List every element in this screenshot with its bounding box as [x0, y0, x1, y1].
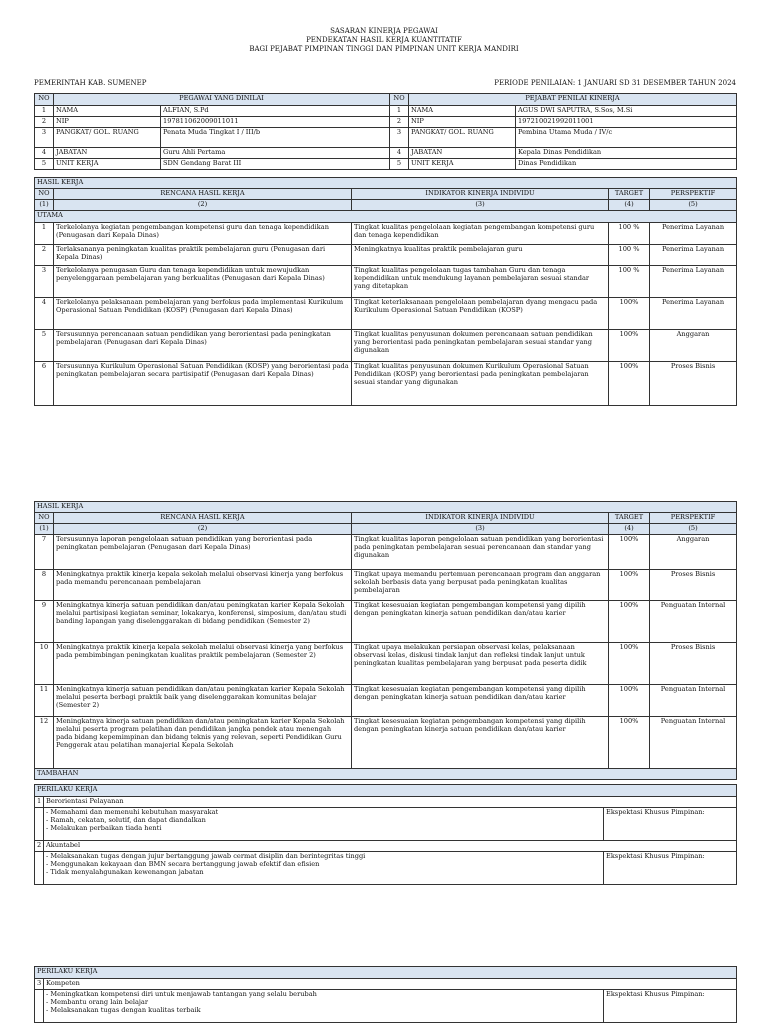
row-no: 5	[35, 330, 54, 362]
penilai-jabatan: Kepala Dinas Pendidikan	[516, 148, 737, 159]
identity-row	[35, 159, 737, 170]
perilaku-title: Akuntabel	[44, 841, 737, 852]
perspektif-value: Penerima Layanan	[650, 298, 737, 330]
table-row	[35, 643, 737, 685]
indikator-kinerja: Tingkat keterlaksanaan pengelolaan pembelajaran dyang mengacu pada Kurikulum Operasional Satuan Pendidikan (KOSP)	[352, 298, 609, 330]
perspektif-value: Proses Bisnis	[650, 362, 737, 406]
indikator-kinerja: Tingkat kesesuaian kegiatan pengembangan kompetensi yang dipilih dengan peningkatan kinerja satuan pendidikan dan/atau karier	[352, 685, 609, 717]
target-value: 100%	[609, 685, 650, 717]
table-row	[35, 717, 737, 769]
target-value: 100%	[609, 570, 650, 601]
perspektif-value: Penerima Layanan	[650, 266, 737, 298]
indikator-kinerja: Tingkat kesesuaian kegiatan pengembangan kompetensi yang dipilih dengan peningkatan kinerja satuan pendidikan dan/atau karier	[352, 601, 609, 643]
perilaku-point: - Ramah, cekatan, solutif, dan dapat diandalkan	[46, 816, 206, 824]
row-no: 4	[35, 298, 54, 330]
title-line-1: SASARAN KINERJA PEGAWAI	[330, 27, 438, 35]
perilaku-point: - Melaksanakan tugas dengan kualitas terbaik	[46, 1006, 201, 1014]
document-title	[0, 27, 768, 53]
row-no: 7	[35, 535, 54, 570]
indikator-kinerja: Meningkatnya kualitas praktik pembelajaran guru	[352, 245, 609, 266]
col-num: (3)	[352, 524, 609, 535]
ekspektasi-label: Ekspektasi Khusus Pimpinan:	[604, 808, 737, 841]
row-label: NAMA	[409, 106, 516, 117]
indikator-kinerja: Tingkat kualitas pengelolaan kegiatan pengembangan kompetensi guru dan tenaga kependidikan	[352, 223, 609, 245]
pegawai-header: PEGAWAI YANG DINILAI	[54, 94, 390, 106]
col-no: NO	[35, 189, 54, 200]
perilaku-table-1	[34, 784, 737, 885]
col-indikator: INDIKATOR KINERJA INDIVIDU	[352, 513, 609, 524]
row-label: NIP	[54, 117, 161, 128]
penilai-nip: 197210021992011001	[516, 117, 737, 128]
perspektif-value: Proses Bisnis	[650, 643, 737, 685]
perilaku-title: Kompeten	[44, 979, 737, 990]
target-value: 100%	[609, 330, 650, 362]
perilaku-points	[44, 990, 604, 1023]
table-row	[35, 685, 737, 717]
identity-row	[35, 117, 737, 128]
perilaku-point: - Meningkatkan kompetensi diri untuk menjawab tantangan yang selalu berubah	[46, 990, 317, 998]
row-label: NIP	[409, 117, 516, 128]
target-value: 100%	[609, 717, 650, 769]
indikator-kinerja: Tingkat upaya melakukan persiapan observasi kelas, pelaksanaan observasi kelas, diskusi tindak lanjut dan refleksi tindak lanjut untuk peningkatan kualitas pembelajaran yang berpusat pada peserta didik	[352, 643, 609, 685]
row-no: 5	[35, 159, 54, 170]
row-no: 1	[35, 223, 54, 245]
row-no: 1	[35, 106, 54, 117]
col-num: (4)	[609, 524, 650, 535]
row-no: 4	[390, 148, 409, 159]
perspektif-value: Penerima Layanan	[650, 245, 737, 266]
rencana-hasil-kerja: Tersusunnya laporan pengelolaan satuan pendidikan yang berorientasi pada peningkatan pembelajaran (Penugasan dari Kepala Dinas)	[54, 535, 352, 570]
identity-row	[35, 148, 737, 159]
rencana-hasil-kerja: Meningkatnya praktik kinerja kepala sekolah melalui observasi kinerja yang berfokus pada memandu perencanaan pembelajaran	[54, 570, 352, 601]
col-num: (5)	[650, 524, 737, 535]
perspektif-value: Proses Bisnis	[650, 570, 737, 601]
row-label: JABATAN	[54, 148, 161, 159]
col-perspektif: PERSPEKTIF	[650, 189, 737, 200]
col-num: (1)	[35, 524, 54, 535]
no-header: NO	[35, 94, 54, 106]
perspektif-value: Penguatan Internal	[650, 685, 737, 717]
perilaku-title: Berorientasi Pelayanan	[44, 797, 737, 808]
table-row	[35, 362, 737, 406]
pegawai-nip: 197811062009011011	[161, 117, 390, 128]
title-line-3: BAGI PEJABAT PIMPINAN TINGGI DAN PIMPINAN UNIT KERJA MANDIRI	[249, 44, 519, 53]
section-tambahan: TAMBAHAN	[35, 769, 737, 780]
target-value: 100%	[609, 535, 650, 570]
ekspektasi-label: Ekspektasi Khusus Pimpinan:	[604, 852, 737, 885]
instansi-label: PEMERINTAH KAB. SUMENEP	[34, 79, 147, 87]
col-rencana: RENCANA HASIL KERJA	[54, 189, 352, 200]
perilaku-points	[44, 808, 604, 841]
hasil-kerja-table-1	[34, 177, 737, 406]
indikator-kinerja: Tingkat kesesuaian kegiatan pengembangan kompetensi yang dipilih dengan peningkatan kinerja satuan pendidikan dan/atau karier	[352, 717, 609, 769]
row-no: 1	[390, 106, 409, 117]
col-num: (1)	[35, 200, 54, 211]
rencana-hasil-kerja: Tersusunnya Kurikulum Operasional Satuan Pendidikan (KOSP) yang berorientasi pada peningkatan pembelajaran secara partisipatif (Penugasan dari Kepala Dinas)	[54, 362, 352, 406]
rencana-hasil-kerja: Tersusunnya perencanaan satuan pendidikan yang berorientasi pada peningkatan pembelajaran (Penugasan dari Kepala Dinas)	[54, 330, 352, 362]
col-target: TARGET	[609, 189, 650, 200]
row-no: 10	[35, 643, 54, 685]
col-num: (4)	[609, 200, 650, 211]
row-label: NAMA	[54, 106, 161, 117]
col-rencana: RENCANA HASIL KERJA	[54, 513, 352, 524]
perilaku-point: - Melaksanakan tugas dengan jujur bertanggung jawab cermat disiplin dan berintegritas tinggi	[46, 852, 366, 860]
perilaku-point: - Melakukan perbaikan tiada henti	[46, 824, 162, 832]
perilaku-no: 1	[35, 797, 44, 808]
rencana-hasil-kerja: Terkelolanya kegiatan pengembangan kompetensi guru dan tenaga kependidikan (Penugasan dari Kepala Dinas)	[54, 223, 352, 245]
perilaku-no: 2	[35, 841, 44, 852]
section-hasil-kerja: HASIL KERJA	[35, 178, 737, 189]
perilaku-point: - Membantu orang lain belajar	[46, 998, 149, 1006]
row-label: PANGKAT/ GOL. RUANG	[54, 128, 161, 148]
row-no: 2	[390, 117, 409, 128]
rencana-hasil-kerja: Meningkatnya praktik kinerja kepala sekolah melalui observasi kinerja yang berfokus pada pembimbingan peningkatan kualitas praktik pembelajaran (Semester 2)	[54, 643, 352, 685]
col-indikator: INDIKATOR KINERJA INDIVIDU	[352, 189, 609, 200]
identity-table	[34, 93, 737, 170]
col-num: (5)	[650, 200, 737, 211]
perspektif-value: Anggaran	[650, 330, 737, 362]
rencana-hasil-kerja: Terkelolanya penugasan Guru dan tenaga kependidikan untuk mewujudkan penyelenggaraan pembelajaran yang berkualitas (Penugasan dari Kepala Dinas)	[54, 266, 352, 298]
rencana-hasil-kerja: Terkelolanya pelaksanaan pembelajaran yang berfokus pada implementasi Kurikulum Operasional Satuan Pendidikan (KOSP) (Penugasan dari Kepala Dinas)	[54, 298, 352, 330]
pegawai-unit: SDN Gendang Barat III	[161, 159, 390, 170]
row-label: JABATAN	[409, 148, 516, 159]
row-no: 8	[35, 570, 54, 601]
table-row	[35, 223, 737, 245]
identity-row	[35, 128, 737, 148]
row-no: 3	[35, 128, 54, 148]
indikator-kinerja: Tingkat kualitas penyusunan dokumen perencanaan satuan pendidikan yang berorientasi pada peningkatan pembelajaran sesuai standar yang digunakan	[352, 330, 609, 362]
table-row	[35, 266, 737, 298]
row-no: 11	[35, 685, 54, 717]
row-no: 9	[35, 601, 54, 643]
row-label: UNIT KERJA	[409, 159, 516, 170]
pegawai-jabatan: Guru Ahli Pertama	[161, 148, 390, 159]
identity-row	[35, 106, 737, 117]
row-no: 6	[35, 362, 54, 406]
row-no: 2	[35, 117, 54, 128]
perilaku-point: - Memahami dan memenuhi kebutuhan masyarakat	[46, 808, 219, 816]
indikator-kinerja: Tingkat kualitas pengelolaan tugas tambahan Guru dan tenaga kependidikan untuk mendukung layanan pembelajaran sesuai standar yang ditetapkan	[352, 266, 609, 298]
col-target: TARGET	[609, 513, 650, 524]
col-no: NO	[35, 513, 54, 524]
hasil-kerja-table-2	[34, 501, 737, 780]
target-value: 100 %	[609, 266, 650, 298]
target-value: 100%	[609, 601, 650, 643]
row-no: 5	[390, 159, 409, 170]
perilaku-no: 3	[35, 979, 44, 990]
indikator-kinerja: Tingkat kualitas laporan pengelolaan satuan pendidikan yang berorientasi pada peningkatan pembelajaran sesuai perencanaan dan standar yang digunakan	[352, 535, 609, 570]
table-row	[35, 330, 737, 362]
penilai-pangkat: Pembina Utama Muda / IV/c	[516, 128, 737, 148]
indikator-kinerja: Tingkat upaya memandu pertemuan perencanaan program dan anggaran sekolah berbasis data yang berpusat pada peningkatan kualitas pembelajaran	[352, 570, 609, 601]
perspektif-value: Penguatan Internal	[650, 717, 737, 769]
penilai-header: PEJABAT PENILAI KINERJA	[409, 94, 737, 106]
rencana-hasil-kerja: Meningkatnya kinerja satuan pendidikan dan/atau peningkatan karier Kepala Sekolah melalui partisipasi kegiatan seminar, lokakarya, konferensi, simposium, dan/atau studi banding lapangan yang diselenggarakan di bidang pendidikan (Semester 2)	[54, 601, 352, 643]
section-hasil-kerja: HASIL KERJA	[35, 502, 737, 513]
target-value: 100%	[609, 643, 650, 685]
section-perilaku-kerja: PERILAKU KERJA	[35, 785, 737, 797]
perspektif-value: Penerima Layanan	[650, 223, 737, 245]
penilai-nama: AGUS DWI SAPUTRA, S.Sos, M.Si	[516, 106, 737, 117]
row-no: 2	[35, 245, 54, 266]
table-row	[35, 245, 737, 266]
row-label: UNIT KERJA	[54, 159, 161, 170]
col-num: (2)	[54, 200, 352, 211]
indikator-kinerja: Tingkat kualitas penyusunan dokumen Kurikulum Operasional Satuan Pendidikan (KOSP) yang berorientasi pada peningkatan pembelajaran sesuai standar yang digunakan	[352, 362, 609, 406]
table-row	[35, 570, 737, 601]
col-num: (2)	[54, 524, 352, 535]
rencana-hasil-kerja: Meningkatnya kinerja satuan pendidikan dan/atau peningkatan karier Kepala Sekolah melalui peserta program pelatihan dan pendidikan jangka pendek atau menengah pada bidang kepemimpinan dan bidang teknis yang relevan, seperti Pendidikan Guru Penggerak atau pelatihan manajerial Kepala Sekolah	[54, 717, 352, 769]
section-utama: UTAMA	[35, 211, 737, 223]
pegawai-pangkat: Penata Muda Tingkat I / III/b	[161, 128, 390, 148]
target-value: 100 %	[609, 245, 650, 266]
target-value: 100%	[609, 298, 650, 330]
rencana-hasil-kerja: Terlaksananya peningkatan kualitas praktik pembelajaran guru (Penugasan dari Kepala Dinas)	[54, 245, 352, 266]
row-no: 12	[35, 717, 54, 769]
perilaku-table-2	[34, 966, 737, 1023]
periode-label: PERIODE PENILAIAN: 1 JANUARI SD 31 DESEMBER TAHUN 2024	[494, 79, 736, 87]
perilaku-points	[44, 852, 604, 885]
penilai-unit: Dinas Pendidikan	[516, 159, 737, 170]
row-no: 3	[390, 128, 409, 148]
perilaku-point: - Menggunakan kekayaan dan BMN secara bertanggung jawab efektif dan efisien	[46, 860, 320, 868]
row-no: 4	[35, 148, 54, 159]
section-perilaku-kerja: PERILAKU KERJA	[35, 967, 737, 979]
table-row	[35, 535, 737, 570]
rencana-hasil-kerja: Meningkatnya kinerja satuan pendidikan dan/atau peningkatan karier Kepala Sekolah melalui peserta berbagi praktik baik yang diselenggarakan komunitas belajar (Semester 2)	[54, 685, 352, 717]
pegawai-nama: ALFIAN, S.Pd	[161, 106, 390, 117]
row-no: 3	[35, 266, 54, 298]
row-label: PANGKAT/ GOL. RUANG	[409, 128, 516, 148]
perspektif-value: Penguatan Internal	[650, 601, 737, 643]
col-num: (3)	[352, 200, 609, 211]
table-row	[35, 298, 737, 330]
no-header: NO	[390, 94, 409, 106]
table-row	[35, 601, 737, 643]
ekspektasi-label: Ekspektasi Khusus Pimpinan:	[604, 990, 737, 1023]
title-line-2: PENDEKATAN HASIL KERJA KUANTITATIF	[306, 35, 462, 44]
col-perspektif: PERSPEKTIF	[650, 513, 737, 524]
perspektif-value: Anggaran	[650, 535, 737, 570]
perilaku-point: - Tidak menyalahgunakan kewenangan jabatan	[46, 868, 204, 876]
target-value: 100 %	[609, 223, 650, 245]
target-value: 100%	[609, 362, 650, 406]
